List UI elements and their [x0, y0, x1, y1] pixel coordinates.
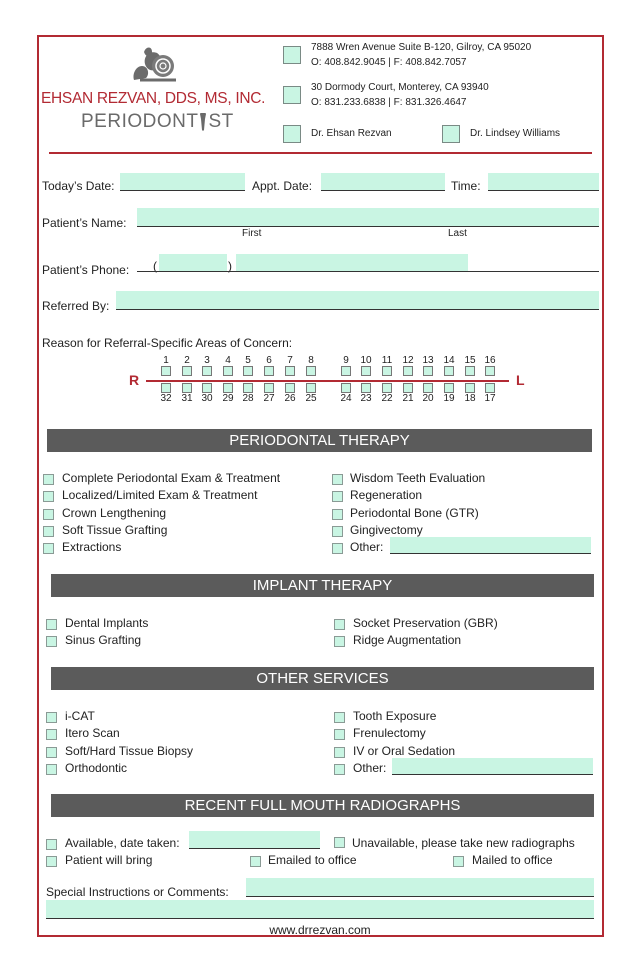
tooth-number-23: 23: [360, 393, 372, 404]
comments-input-line1[interactable]: [246, 878, 594, 896]
last-name-caption: Last: [448, 228, 467, 239]
periodontal-right-label-5: Other:: [350, 540, 384, 555]
snail-logo-icon: [130, 44, 178, 84]
tooth-checkbox-15[interactable]: [465, 366, 475, 376]
tooth-number-29: 29: [222, 393, 234, 404]
referred-by-label: Referred By:: [42, 299, 110, 313]
tooth-number-31: 31: [181, 393, 193, 404]
appt-date-input[interactable]: [321, 173, 445, 190]
patient-phone-label: Patient’s Phone:: [42, 263, 130, 277]
tooth-checkbox-20[interactable]: [423, 383, 433, 393]
comments-label: Special Instructions or Comments:: [46, 885, 229, 899]
periodontal-right-label-3: Periodontal Bone (GTR): [350, 505, 479, 520]
periodontal-left-label-5: Extractions: [62, 540, 122, 555]
phone-open-paren: (: [153, 259, 157, 273]
specialty-title: [81, 111, 234, 133]
radiographs-available-checkbox[interactable]: [46, 839, 57, 850]
tooth-checkbox-11[interactable]: [382, 366, 392, 376]
tooth-checkbox-12[interactable]: [403, 366, 413, 376]
tooth-checkbox-25[interactable]: [306, 383, 316, 393]
radiographs-unavailable-checkbox[interactable]: [334, 837, 345, 848]
appt-date-label: Appt. Date:: [252, 179, 313, 193]
implant-left-checkbox-2[interactable]: [46, 636, 57, 647]
other-services-right-checkbox-1[interactable]: [334, 712, 345, 723]
periodontal-right-label-2: Regeneration: [350, 488, 423, 503]
implant-right-label-2: Ridge Augmentation: [353, 633, 462, 647]
tooth-checkbox-6[interactable]: [264, 366, 274, 376]
left-side-label: L: [516, 372, 525, 388]
implant-right-label-1: Socket Preservation (GBR): [353, 616, 498, 630]
tooth-checkbox-4[interactable]: [223, 366, 233, 376]
periodontal-left-label-3: Crown Lengthening: [62, 505, 167, 520]
tooth-checkbox-21[interactable]: [403, 383, 413, 393]
tooth-checkbox-2[interactable]: [182, 366, 192, 376]
other-services-right-label-4: Other:: [353, 760, 387, 775]
radiographs-unavailable-label: Unavailable, please take new radiographs: [352, 836, 575, 850]
comments-input-line2[interactable]: [46, 900, 594, 918]
tooth-checkbox-32[interactable]: [161, 383, 171, 393]
appt-date-underline: [321, 190, 445, 191]
periodontal-right-checkbox-2[interactable]: [332, 491, 343, 502]
tooth-number-21: 21: [402, 393, 414, 404]
tooth-checkbox-8[interactable]: [306, 366, 316, 376]
patient-name-input[interactable]: [137, 208, 599, 226]
other-services-left-label-4: Orthodontic: [65, 760, 128, 775]
periodontal-left-checkbox-5[interactable]: [43, 543, 54, 554]
office-gilroy-checkbox[interactable]: [283, 46, 301, 64]
tooth-number-30: 30: [201, 393, 213, 404]
tooth-number-15: 15: [464, 355, 476, 366]
tooth-checkbox-7[interactable]: [285, 366, 295, 376]
doctor-rezvan-label: Dr. Ehsan Rezvan: [311, 128, 392, 139]
periodontal-section-header: PERIODONTAL THERAPY: [47, 429, 592, 452]
todays-date-label: Today’s Date:: [42, 179, 115, 193]
tooth-number-26: 26: [284, 393, 296, 404]
other-services-left-label-2: Itero Scan: [65, 726, 120, 741]
periodontal-left-checkbox-2[interactable]: [43, 491, 54, 502]
other-services-section-header: OTHER SERVICES: [51, 667, 594, 690]
tooth-number-14: 14: [443, 355, 455, 366]
periodontal-left-label-1: Complete Periodontal Exam & Treatment: [62, 471, 281, 485]
comments-underline-2: [46, 918, 594, 919]
tooth-checkbox-29[interactable]: [223, 383, 233, 393]
tooth-number-11: 11: [381, 355, 393, 366]
other-services-right-label-2: Frenulectomy: [353, 726, 426, 741]
other-services-left-checkbox-1[interactable]: [46, 712, 57, 723]
tooth-number-18: 18: [464, 393, 476, 404]
periodontal-left-label-2: Localized/Limited Exam & Treatment: [62, 488, 258, 503]
tooth-checkbox-28[interactable]: [243, 383, 253, 393]
other-services-right-label-3: IV or Oral Sedation: [353, 743, 456, 758]
tooth-number-16: 16: [484, 355, 496, 366]
periodontal-right-checkbox-5[interactable]: [332, 543, 343, 554]
tooth-number-7: 7: [287, 355, 293, 366]
phone-area-code-input[interactable]: [159, 254, 227, 271]
periodontal-left-checkbox-4[interactable]: [43, 526, 54, 537]
tooth-checkbox-19[interactable]: [444, 383, 454, 393]
tooth-number-2: 2: [184, 355, 190, 366]
doctor-williams-label: Dr. Lindsey Williams: [470, 128, 561, 139]
other-services-other-underline: [392, 774, 593, 775]
tooth-checkbox-18[interactable]: [465, 383, 475, 393]
periodontal-right-label-1: Wisdom Teeth Evaluation: [350, 471, 486, 485]
implant-right-checkbox-1[interactable]: [334, 619, 345, 630]
radiographs-date-underline: [189, 848, 320, 849]
periodontal-left-checkbox-3[interactable]: [43, 509, 54, 520]
tooth-number-4: 4: [225, 355, 231, 366]
other-services-right-checkbox-3[interactable]: [334, 747, 345, 758]
patient-will-bring-label: Patient will bring: [65, 853, 153, 867]
office-gilroy-address: 7888 Wren Avenue Suite B-120, Gilroy, CA 95020: [311, 42, 532, 53]
tooth-checkbox-27[interactable]: [264, 383, 274, 393]
other-services-left-label-1: i-CAT: [65, 709, 95, 723]
emailed-label: Emailed to office: [268, 853, 357, 867]
concern-label: Reason for Referral-Specific Areas of Concern:: [42, 336, 293, 350]
tooth-checkbox-22[interactable]: [382, 383, 392, 393]
first-name-caption: First: [242, 228, 262, 239]
tooth-number-12: 12: [402, 355, 414, 366]
office-monterey-checkbox[interactable]: [283, 86, 301, 104]
tooth-number-3: 3: [204, 355, 210, 366]
periodontal-right-checkbox-4[interactable]: [332, 526, 343, 537]
other-services-right-checkbox-4[interactable]: [334, 764, 345, 775]
tooth-number-24: 24: [340, 393, 352, 404]
other-services-left-checkbox-2[interactable]: [46, 729, 57, 740]
tooth-checkbox-16[interactable]: [485, 366, 495, 376]
tooth-checkbox-14[interactable]: [444, 366, 454, 376]
patient-name-underline: [137, 226, 599, 227]
todays-date-input[interactable]: [120, 173, 245, 190]
time-input[interactable]: [488, 173, 599, 190]
implant-left-label-1: Dental Implants: [65, 616, 149, 630]
radiographs-date-input[interactable]: [189, 831, 320, 848]
tooth-number-22: 22: [381, 393, 393, 404]
patient-name-label: Patient’s Name:: [42, 216, 127, 230]
footer-url[interactable]: www.drrezvan.com: [269, 923, 371, 937]
doctor-williams-checkbox[interactable]: [442, 125, 460, 143]
other-services-left-label-3: Soft/Hard Tissue Biopsy: [65, 743, 194, 758]
time-label: Time:: [451, 179, 481, 193]
periodontal-other-input[interactable]: [390, 537, 591, 553]
specialty-text-end: ST: [208, 111, 234, 132]
periodontal-left-label-4: Soft Tissue Grafting: [62, 522, 168, 537]
patient-will-bring-checkbox[interactable]: [46, 856, 57, 867]
tooth-checkbox-3[interactable]: [202, 366, 212, 376]
referred-by-underline: [116, 309, 599, 310]
tooth-checkbox-30[interactable]: [202, 383, 212, 393]
radiographs-available-label: Available, date taken:: [65, 836, 180, 850]
tooth-number-1: 1: [163, 355, 169, 366]
implant-right-checkbox-2[interactable]: [334, 636, 345, 647]
periodontal-right-checkbox-1[interactable]: [332, 474, 343, 485]
tooth-number-28: 28: [242, 393, 254, 404]
right-side-label: R: [129, 372, 140, 388]
tooth-checkbox-17[interactable]: [485, 383, 495, 393]
implant-section-header: IMPLANT THERAPY: [51, 574, 594, 597]
tooth-number-10: 10: [360, 355, 372, 366]
tooth-number-17: 17: [484, 393, 496, 404]
tooth-checkbox-24[interactable]: [341, 383, 351, 393]
implant-left-checkbox-1[interactable]: [46, 619, 57, 630]
midline: [146, 380, 509, 382]
periodontal-other-underline: [390, 553, 591, 554]
tooth-checkbox-5[interactable]: [243, 366, 253, 376]
comments-underline-1: [246, 896, 594, 897]
tooth-number-13: 13: [422, 355, 434, 366]
phone-number-input[interactable]: [236, 254, 468, 271]
radiographs-section-header: RECENT FULL MOUTH RADIOGRAPHS: [51, 794, 594, 817]
other-services-other-input[interactable]: [392, 758, 593, 774]
header-divider: [49, 152, 592, 154]
time-underline: [488, 190, 599, 191]
specialty-text: PERIODONT: [81, 111, 199, 132]
referred-by-input[interactable]: [116, 291, 599, 309]
other-services-left-checkbox-3[interactable]: [46, 747, 57, 758]
tooth-checkbox-26[interactable]: [285, 383, 295, 393]
todays-date-underline: [120, 190, 245, 191]
office-monterey-address: 30 Dormody Court, Monterey, CA 93940: [311, 82, 489, 93]
tooth-number-5: 5: [245, 355, 251, 366]
tooth-number-8: 8: [308, 355, 314, 366]
office-gilroy-phones: O: 408.842.9045 | F: 408.842.7057: [311, 57, 467, 68]
implant-left-label-2: Sinus Grafting: [65, 633, 142, 647]
periodontal-left-checkbox-1[interactable]: [43, 474, 54, 485]
tooth-checkbox-23[interactable]: [361, 383, 371, 393]
tooth-number-27: 27: [263, 393, 275, 404]
tooth-number-32: 32: [160, 393, 172, 404]
phone-close-paren: ): [228, 259, 232, 273]
mailed-checkbox[interactable]: [453, 856, 464, 867]
practice-name: EHSAN REZVAN, DDS, MS, INC.: [41, 90, 266, 107]
doctor-rezvan-checkbox[interactable]: [283, 125, 301, 143]
tooth-number-9: 9: [343, 355, 349, 366]
tooth-checkbox-1[interactable]: [161, 366, 171, 376]
tooth-checkbox-31[interactable]: [182, 383, 192, 393]
periodontal-right-label-4: Gingivectomy: [350, 522, 423, 537]
other-services-right-checkbox-2[interactable]: [334, 729, 345, 740]
tooth-number-19: 19: [443, 393, 455, 404]
office-monterey-phones: O: 831.233.6838 | F: 831.326.4647: [311, 97, 467, 108]
tooth-number-20: 20: [422, 393, 434, 404]
other-services-left-checkbox-4[interactable]: [46, 764, 57, 775]
tooth-checkbox-13[interactable]: [423, 366, 433, 376]
phone-underline: [137, 271, 599, 272]
periodontal-right-checkbox-3[interactable]: [332, 509, 343, 520]
emailed-checkbox[interactable]: [250, 856, 261, 867]
tooth-checkbox-10[interactable]: [361, 366, 371, 376]
tooth-number-6: 6: [266, 355, 272, 366]
tooth-number-25: 25: [305, 393, 317, 404]
mailed-label: Mailed to office: [472, 853, 553, 867]
other-services-right-label-1: Tooth Exposure: [353, 709, 437, 723]
tooth-checkbox-9[interactable]: [341, 366, 351, 376]
